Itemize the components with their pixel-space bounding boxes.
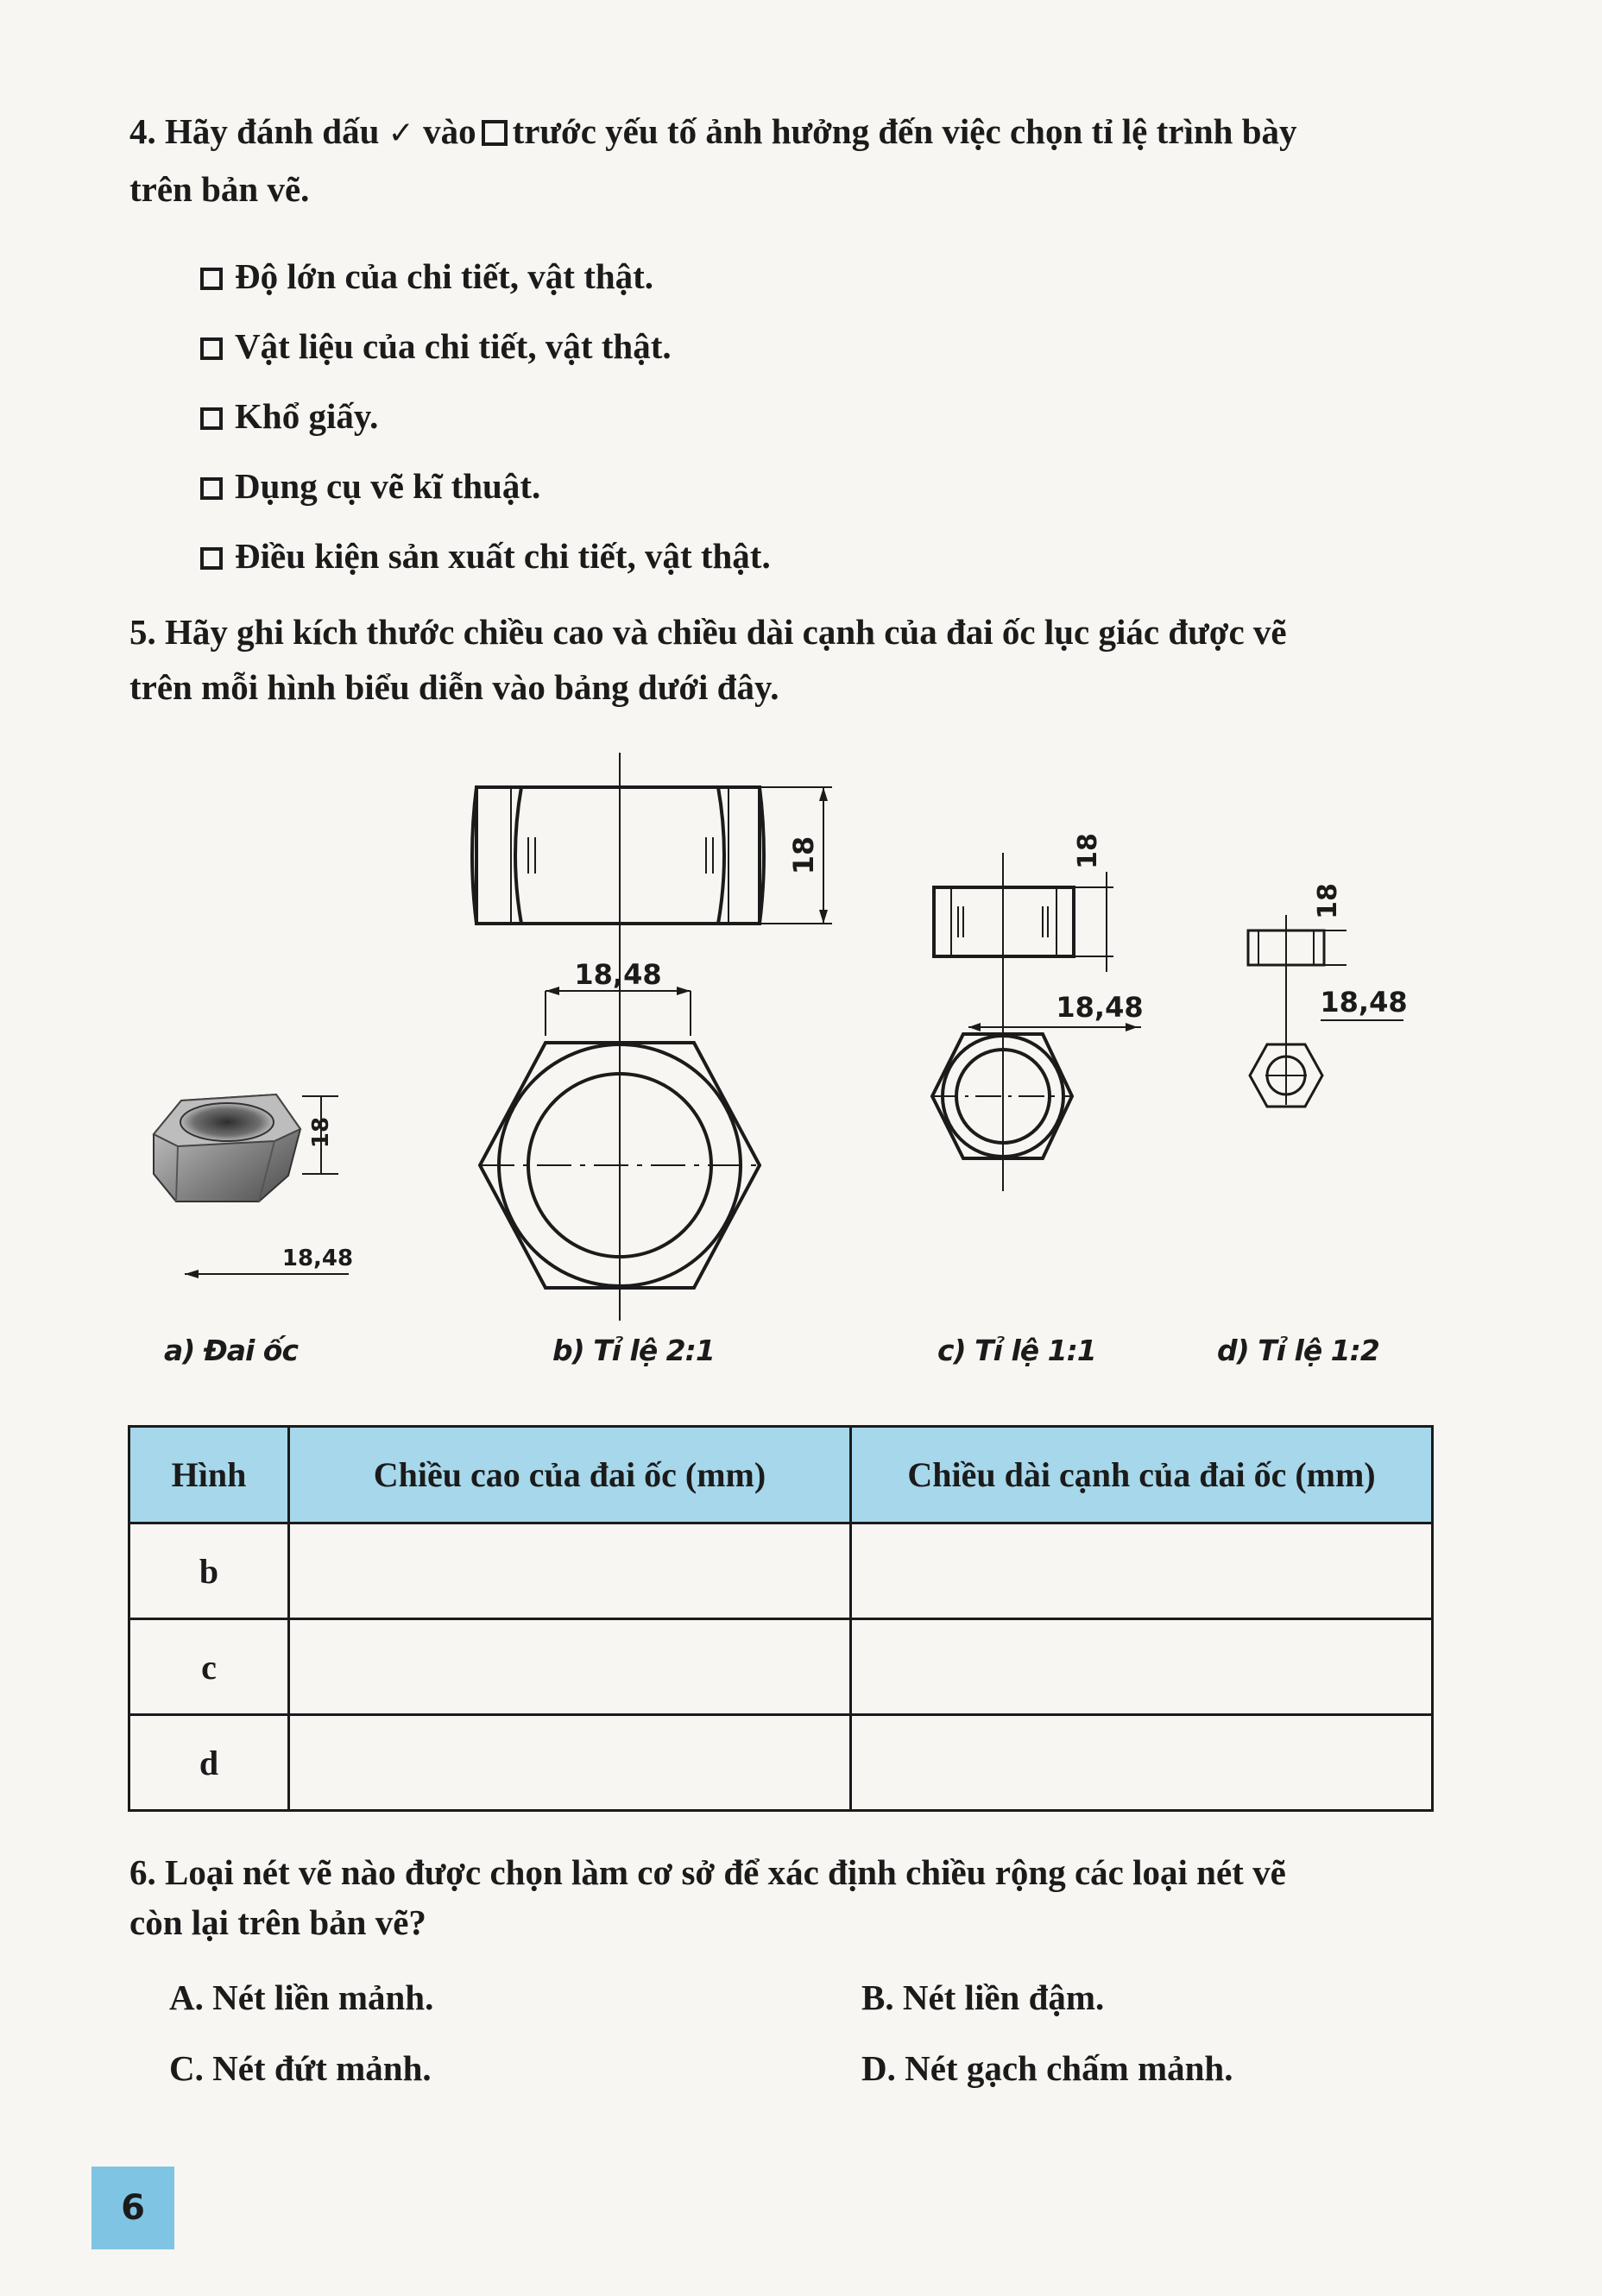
answer-option-c[interactable]: C. Nét đứt mảnh. xyxy=(169,2048,432,2088)
nut-3d-illustration xyxy=(154,1094,353,1278)
checkbox[interactable] xyxy=(200,337,223,360)
dim-height-b: 18 xyxy=(787,836,820,875)
checkbox-icon xyxy=(482,120,508,146)
answer-option-d[interactable]: D. Nét gạch chấm mảnh. xyxy=(861,2048,1233,2088)
q4-suffix: trước yếu tố ảnh hưởng đến việc chọn tỉ lệ trình bày xyxy=(512,111,1297,151)
checkmark-icon: ✓ xyxy=(388,116,414,151)
q4-option[interactable] xyxy=(200,255,653,297)
caption-b: b) Tỉ lệ 2:1 xyxy=(552,1334,715,1367)
q4-prefix: 4. Hãy đánh dấu xyxy=(129,111,380,151)
side-answer-cell[interactable] xyxy=(851,1619,1433,1715)
caption-d: d) Tỉ lệ 1:2 xyxy=(1217,1334,1379,1367)
side-answer-cell[interactable] xyxy=(851,1715,1433,1811)
q4-option-label: Độ lớn của chi tiết, vật thật. xyxy=(235,256,654,296)
answer-option-a[interactable]: A. Nét liền mảnh. xyxy=(169,1977,434,2017)
dim-side-a: 18,48 xyxy=(281,1246,354,1271)
q4-option[interactable] xyxy=(200,395,378,437)
height-answer-cell[interactable] xyxy=(289,1715,851,1811)
q4-option[interactable] xyxy=(200,325,672,367)
q4-option-label: Vật liệu của chi tiết, vật thật. xyxy=(235,326,672,366)
q4-option-label: Dụng cụ vẽ kĩ thuật. xyxy=(235,466,541,506)
checkbox[interactable] xyxy=(200,407,223,430)
question-5-title xyxy=(129,604,1441,715)
table-row xyxy=(129,1523,1433,1619)
caption-a: a) Đai ốc xyxy=(164,1334,299,1367)
q4-option[interactable] xyxy=(200,465,540,507)
checkbox[interactable] xyxy=(200,477,223,500)
nut-drawing-scale-2-1 xyxy=(472,753,832,1321)
dim-height-c: 18 xyxy=(1073,833,1103,869)
dim-height-d: 18 xyxy=(1313,883,1343,919)
q4-option[interactable] xyxy=(200,535,771,577)
column-header-height: Chiều cao của đai ốc (mm) xyxy=(289,1427,851,1523)
checkbox[interactable] xyxy=(200,547,223,570)
column-header-figure: Hình xyxy=(129,1427,289,1523)
table-row xyxy=(129,1619,1433,1715)
q4-mid: vào xyxy=(423,111,476,151)
dim-side-b: 18,48 xyxy=(574,958,662,991)
row-label: d xyxy=(129,1715,289,1811)
dim-side-d: 18,48 xyxy=(1320,986,1408,1019)
table-header-row xyxy=(129,1427,1433,1523)
side-answer-cell[interactable] xyxy=(851,1523,1433,1619)
q4-line2: trên bản vẽ. xyxy=(129,169,310,209)
row-label: c xyxy=(129,1619,289,1715)
q5-line1: 5. Hãy ghi kích thước chiều cao và chiều dài cạnh của đai ốc lục giác được vẽ xyxy=(129,612,1287,652)
checkbox[interactable] xyxy=(200,268,223,290)
q4-option-label: Điều kiện sản xuất chi tiết, vật thật. xyxy=(235,536,771,576)
height-answer-cell[interactable] xyxy=(289,1619,851,1715)
row-label: b xyxy=(129,1523,289,1619)
answer-option-b[interactable]: B. Nét liền đậm. xyxy=(861,1977,1105,2017)
q6-line2: còn lại trên bản vẽ? xyxy=(129,1902,426,1942)
caption-c: c) Tỉ lệ 1:1 xyxy=(937,1334,1096,1367)
question-6-title xyxy=(129,1847,1441,1947)
q6-line1: 6. Loại nét vẽ nào được chọn làm cơ sở để xác định chiều rộng các loại nét vẽ xyxy=(129,1852,1286,1892)
dim-side-c: 18,48 xyxy=(1056,991,1144,1024)
nut-drawings xyxy=(0,742,1602,1321)
table-row xyxy=(129,1715,1433,1811)
q5-line2: trên mỗi hình biểu diễn vào bảng dưới đây. xyxy=(129,667,779,707)
answer-table xyxy=(128,1425,1434,1812)
page-number: 6 xyxy=(91,2167,174,2249)
q4-option-label: Khổ giấy. xyxy=(235,396,379,436)
dim-height-a: 18 xyxy=(308,1116,334,1149)
question-4-title xyxy=(129,104,1441,217)
column-header-side: Chiều dài cạnh của đai ốc (mm) xyxy=(851,1427,1433,1523)
height-answer-cell[interactable] xyxy=(289,1523,851,1619)
